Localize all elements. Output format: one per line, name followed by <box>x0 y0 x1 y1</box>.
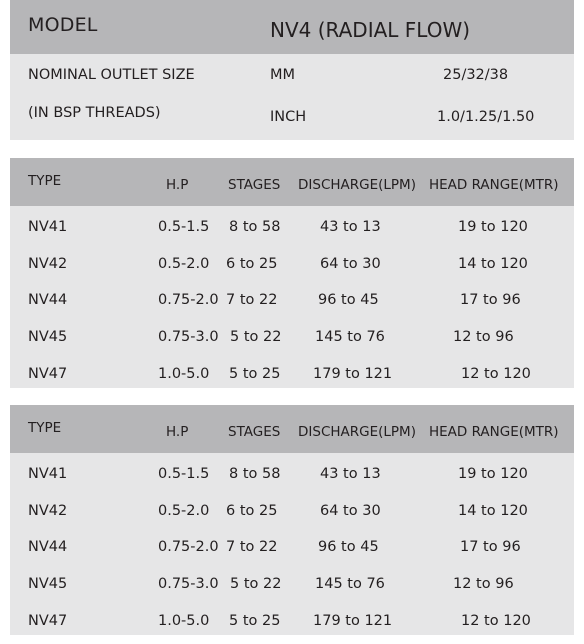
table1-cell-hp: 0.5-2.0 <box>158 256 210 272</box>
table1-cell-stages: 7 to 22 <box>226 292 278 308</box>
model-value: NV4 (RADIAL FLOW) <box>270 18 471 42</box>
table1-cell-stages: 8 to 58 <box>229 219 281 235</box>
model-label: MODEL <box>28 14 98 36</box>
table1-cell-discharge: 96 to 45 <box>318 292 379 308</box>
table1-cell-type: NV41 <box>28 219 68 235</box>
table1-cell-discharge: 145 to 76 <box>315 329 385 345</box>
table2-header-hp: H.P <box>166 424 189 440</box>
table1-cell-type: NV44 <box>28 292 68 308</box>
table2-cell-stages: 5 to 22 <box>230 576 282 592</box>
unit-inch: INCH <box>270 109 307 125</box>
table1-cell-stages: 5 to 22 <box>230 329 282 345</box>
table2-cell-type: NV47 <box>28 613 68 629</box>
value-mm: 25/32/38 <box>443 67 509 83</box>
table1-cell-hp: 0.75-2.0 <box>158 292 219 308</box>
table2-cell-head-range: 14 to 120 <box>458 503 528 519</box>
table2-cell-type: NV44 <box>28 539 68 555</box>
outlet-label-line1: NOMINAL OUTLET SIZE <box>28 67 195 83</box>
table2-header-stages: STAGES <box>228 424 281 440</box>
table1-header-head-range: HEAD RANGE(MTR) <box>429 177 559 193</box>
table1-cell-hp: 0.75-3.0 <box>158 329 219 345</box>
table1-cell-head-range: 17 to 96 <box>460 292 521 308</box>
table2-cell-discharge: 96 to 45 <box>318 539 379 555</box>
table2-header-type: TYPE <box>28 420 62 436</box>
table2-cell-hp: 0.75-2.0 <box>158 539 219 555</box>
table2-cell-head-range: 19 to 120 <box>458 466 528 482</box>
table2-cell-discharge: 145 to 76 <box>315 576 385 592</box>
table2-cell-stages: 7 to 22 <box>226 539 278 555</box>
table2-cell-type: NV45 <box>28 576 68 592</box>
table1-cell-hp: 0.5-1.5 <box>158 219 210 235</box>
table1-header-discharge: DISCHARGE(LPM) <box>298 177 416 193</box>
table2-cell-hp: 1.0-5.0 <box>158 613 210 629</box>
table1-cell-stages: 5 to 25 <box>229 366 281 382</box>
table2-cell-stages: 5 to 25 <box>229 613 281 629</box>
table2-cell-hp: 0.5-1.5 <box>158 466 210 482</box>
table2-cell-stages: 8 to 58 <box>229 466 281 482</box>
table1-cell-discharge: 43 to 13 <box>320 219 381 235</box>
table1-header-type: TYPE <box>28 173 62 189</box>
table2-cell-type: NV42 <box>28 503 68 519</box>
table1-cell-discharge: 64 to 30 <box>320 256 381 272</box>
table1-header-hp: H.P <box>166 177 189 193</box>
table2-cell-stages: 6 to 25 <box>226 503 278 519</box>
table1-cell-head-range: 12 to 96 <box>453 329 514 345</box>
table1-cell-head-range: 19 to 120 <box>458 219 528 235</box>
table1-cell-head-range: 12 to 120 <box>461 366 531 382</box>
table2-cell-discharge: 179 to 121 <box>313 613 393 629</box>
value-inch: 1.0/1.25/1.50 <box>437 109 535 125</box>
table1-cell-type: NV47 <box>28 366 68 382</box>
table1-cell-stages: 6 to 25 <box>226 256 278 272</box>
outlet-label-line2: (IN BSP THREADS) <box>28 105 161 121</box>
table1-cell-type: NV42 <box>28 256 68 272</box>
table1-cell-type: NV45 <box>28 329 68 345</box>
table2-cell-type: NV41 <box>28 466 68 482</box>
table1-cell-hp: 1.0-5.0 <box>158 366 210 382</box>
table2-header-discharge: DISCHARGE(LPM) <box>298 424 416 440</box>
table2-cell-hp: 0.5-2.0 <box>158 503 210 519</box>
table2-cell-discharge: 43 to 13 <box>320 466 381 482</box>
table2-cell-discharge: 64 to 30 <box>320 503 381 519</box>
table2-cell-head-range: 17 to 96 <box>460 539 521 555</box>
table2-header-head-range: HEAD RANGE(MTR) <box>429 424 559 440</box>
table2-cell-head-range: 12 to 96 <box>453 576 514 592</box>
table1-cell-head-range: 14 to 120 <box>458 256 528 272</box>
table1-cell-discharge: 179 to 121 <box>313 366 393 382</box>
unit-mm: MM <box>270 67 296 83</box>
table2-cell-head-range: 12 to 120 <box>461 613 531 629</box>
table1-header-stages: STAGES <box>228 177 281 193</box>
table2-cell-hp: 0.75-3.0 <box>158 576 219 592</box>
